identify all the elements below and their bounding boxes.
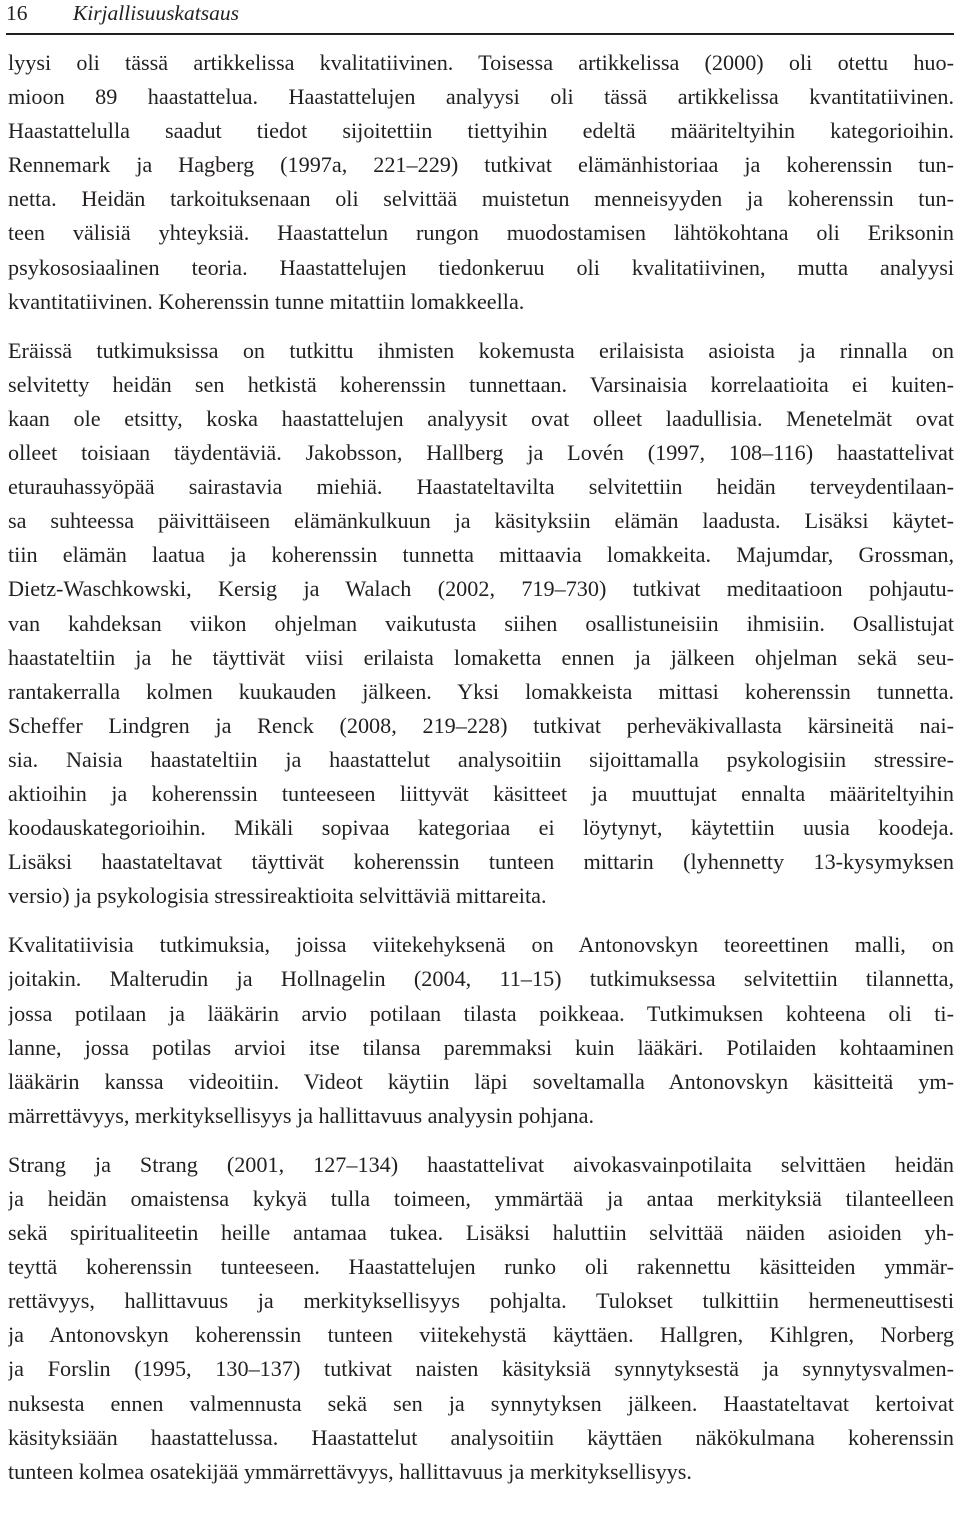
text-line: joitakin. Malterudin ja Hollnagelin (2004, 11–15) tutkimuksessa selvitettiin tilannetta,: [8, 966, 954, 992]
text-line: versio) ja psykologisia stressireaktioita selvittäviä mittareita.: [8, 883, 547, 909]
text-line: ja heidän omaistensa kykyä tulla toimeen, ymmärtää ja antaa merkityksiä tilanteelleen: [8, 1186, 954, 1211]
text-line: ja Forslin (1995, 130–137) tutkivat naisten käsityksiä synnytyksestä ja synnytysvalmen-: [8, 1356, 954, 1382]
text-line: Eräissä tutkimuksissa on tutkittu ihmisten kokemusta erilaisista asioista ja rinnalla on: [8, 337, 954, 363]
text-line: nuksesta ennen valmennusta sekä sen ja synnytyksen jälkeen. Haastateltavat kertoivat: [8, 1390, 954, 1416]
text-line: rettävyys, hallittavuus ja merkityksellisyys pohjalta. Tulokset tulkittiin hermeneuttisesti: [8, 1288, 954, 1314]
text-line: lääkärin kanssa videoitiin. Videot käytiin läpi soveltamalla Antonovskyn käsitteitä ym-: [8, 1068, 954, 1094]
paragraph-3: [8, 928, 954, 1133]
page-number: 16: [6, 1, 28, 25]
text-line: kaan ole etsitty, koska haastattelujen analyysit ovat olleet laadullisia. Menetelmät ovat: [8, 405, 954, 431]
text-line: sa suhteessa päivittäiseen elämänkulkuun ja käsityksiin elämän laadusta. Lisäksi käytet-: [8, 508, 954, 534]
text-line: teen välisiä yhteyksiä. Haastattelun rungon muodostamisen lähtökohtana oli Eriksonin: [8, 220, 954, 246]
text-line: ja Antonovskyn koherenssin tunteen viitekehystä käyttäen. Hallgren, Kihlgren, Norberg: [8, 1322, 954, 1348]
text-line: haastateltiin ja he täyttivät viisi erilaista lomaketta ennen ja jälkeen ohjelman sekä seu-: [8, 644, 954, 670]
text-line: aktioihin ja koherenssin tunteeseen liittyvät käsitteet ja muuttujat ennalta määriteltyihin: [8, 780, 954, 806]
text-line: märrettävyys, merkityksellisyys ja hallittavuus analyysin pohjana.: [8, 1102, 594, 1128]
text-line: selvitetty heidän sen hetkistä koherenssin tunnettaan. Varsinaisia korrelaatioita ei kuiten-: [8, 371, 954, 397]
text-line: Strang ja Strang (2001, 127–134) haastattelivat aivokasvainpotilaita selvittäen heidän: [8, 1151, 954, 1177]
text-line: Rennemark ja Hagberg (1997a, 221–229) tutkivat elämänhistoriaa ja koherenssin tun-: [8, 152, 954, 178]
running-head: [6, 0, 956, 30]
body-text: [8, 46, 954, 1504]
text-line: jossa potilaan ja lääkärin arvio potilaan tilasta poikkeaa. Tutkimuksen kohteena oli ti-: [8, 1000, 954, 1026]
text-line: tunteen kolmea osatekijää ymmärrettävyys, hallittavuus ja merkityksellisyys.: [8, 1458, 692, 1484]
section-title: Kirjallisuuskatsaus: [72, 1, 239, 25]
paragraph-1: [8, 46, 954, 319]
header-rule: [6, 33, 954, 35]
text-line: sia. Naisia haastateltiin ja haastattelut analysoitiin sijoittamalla psykologisiin stressire-: [8, 746, 954, 772]
text-line: teyttä koherenssin tunteeseen. Haastattelujen runko oli rakennettu käsitteiden ymmär-: [8, 1254, 954, 1280]
text-line: olleet toisiaan täydentäviä. Jakobsson, Hallberg ja Lovén (1997, 108–116) haastattelivat: [8, 440, 954, 466]
text-line: käsityksiään haastattelussa. Haastattelut analysoitiin käyttäen näkökulmana koherenssin: [8, 1424, 954, 1450]
text-line: Lisäksi haastateltavat täyttivät koherenssin tunteen mittarin (lyhennetty 13-kysymyksen: [8, 849, 954, 875]
text-line: Dietz-Waschkowski, Kersig ja Walach (2002, 719–730) tutkivat meditaatioon pohjautu-: [8, 576, 954, 602]
text-line: lanne, jossa potilas arvioi itse tilansa paremmaksi kuin lääkäri. Potilaiden kohtaaminen: [8, 1034, 954, 1060]
paragraph-4: [8, 1148, 954, 1489]
text-line: lyysi oli tässä artikkelissa kvalitatiivinen. Toisessa artikkelissa (2000) oli otettu huo-: [8, 50, 954, 75]
text-line: netta. Heidän tarkoituksenaan oli selvittää muistetun menneisyyden ja koherenssin tun-: [8, 186, 954, 212]
text-line: sekä spiritualiteetin heille antamaa tukea. Lisäksi haluttiin selvittää näiden asioiden yh-: [8, 1220, 954, 1246]
text-line: tiin elämän laatua ja koherenssin tunnetta mittaavia lomakkeita. Majumdar, Grossman,: [8, 542, 954, 568]
text-line: psykososiaalinen teoria. Haastattelujen tiedonkeruu oli kvalitatiivinen, mutta analyysi: [8, 254, 954, 280]
text-line: Kvalitatiivisia tutkimuksia, joissa viitekehyksenä on Antonovskyn teoreettinen malli, on: [8, 932, 954, 958]
text-line: Scheffer Lindgren ja Renck (2008, 219–228) tutkivat perheväkivallasta kärsineitä nai-: [8, 712, 954, 738]
text-line: koodauskategorioihin. Mikäli sopivaa kategoriaa ei löytynyt, käytettiin uusia koodeja.: [8, 815, 954, 841]
paragraph-2: [8, 334, 954, 914]
text-line: rantakerralla kolmen kuukauden jälkeen. Yksi lomakkeista mittasi koherenssin tunnetta.: [8, 678, 954, 704]
text-line: Haastattelulla saadut tiedot sijoitettiin tiettyihin edeltä määriteltyihin kategorioihin.: [8, 118, 954, 144]
text-line: eturauhassyöpää sairastavia miehiä. Haastateltavilta selvitettiin heidän terveydentilaan-: [8, 474, 954, 500]
text-line: kvantitatiivinen. Koherenssin tunne mitattiin lomakkeella.: [8, 288, 525, 314]
text-line: mioon 89 haastattelua. Haastattelujen analyysi oli tässä artikkelissa kvantitatiivinen.: [8, 84, 954, 110]
text-line: van kahdeksan viikon ohjelman vaikutusta siihen osallistuneisiin ihmisiin. Osallistujat: [8, 610, 954, 636]
